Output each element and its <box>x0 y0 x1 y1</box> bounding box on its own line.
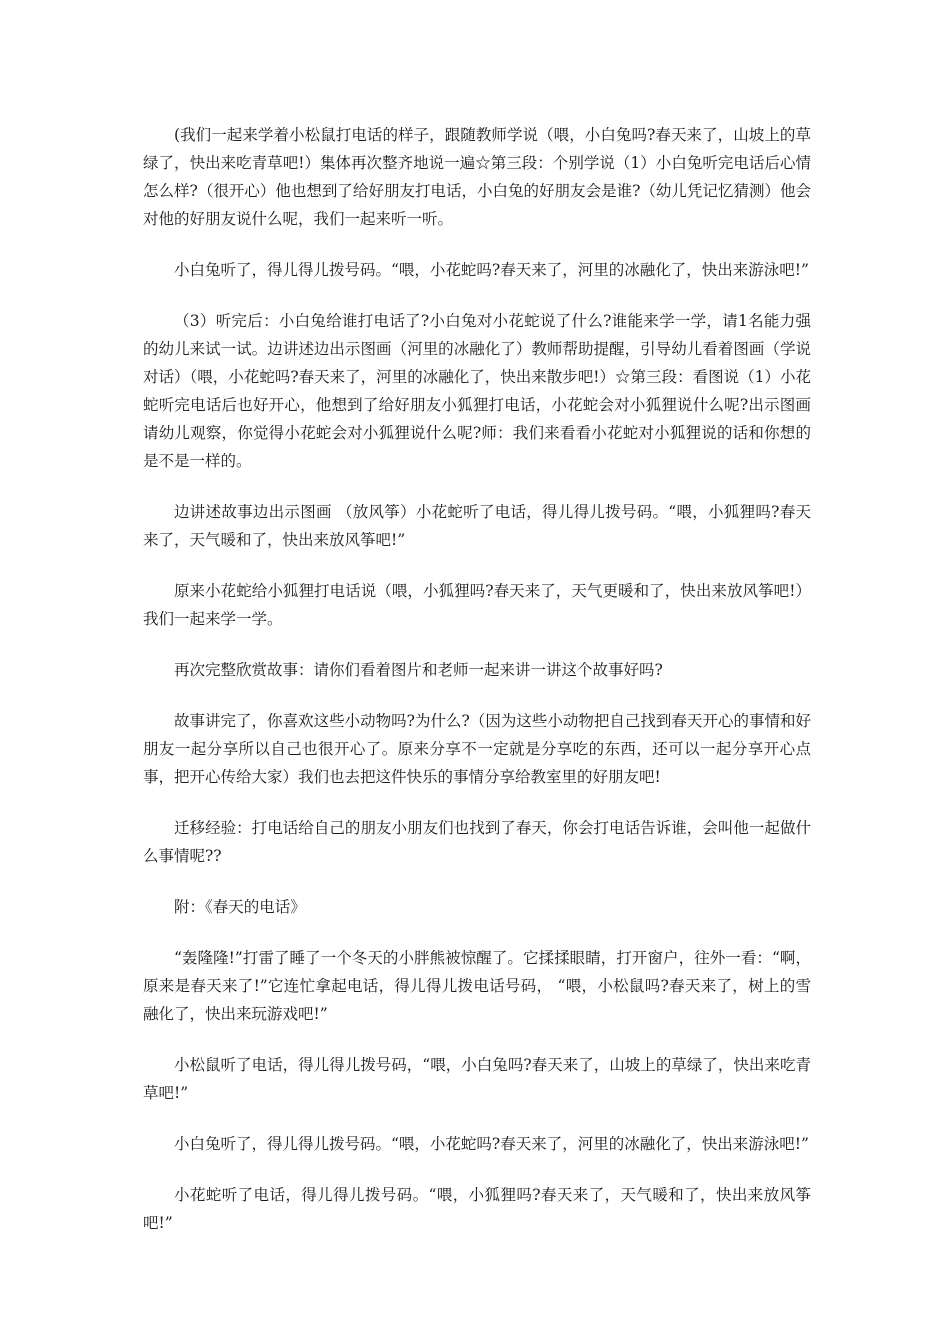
paragraph-8: 迁移经验：打电话给自己的朋友小朋友们也找到了春天，你会打电话告诉谁，会叫他一起做什么事情呢?? <box>143 819 811 865</box>
appendix-heading: 附：《春天的电话》 <box>174 898 306 916</box>
paragraph-7: 故事讲完了，你喜欢这些小动物吗?为什么?（因为这些小动物把自己找到春天开心的事情和好朋友一起分享所以自己也很开心了。原来分享不一定就是分享吃的东西，还可以一起分享开心点 事，把开心传给大家）我们也去把这件快乐的事情分享给教室里的好朋友吧! <box>143 712 811 786</box>
story-paragraph-3: 小白兔听了，得儿得儿拨号码。“喂，小花蛇吗?春天来了，河里的冰融化了，快出来游泳吧!” <box>174 1135 809 1153</box>
paragraph-3: （3）听完后：小白兔给谁打电话了?小白兔对小花蛇说了什么?谁能来学一学，请1名能力强的幼儿来试一试。边讲述边出示图画（河里的冰融化了）教师帮助提醒，引导幼儿看着图画（学说对话）（喂，小花蛇吗?春天来了，河里的冰融化了，快出来散步吧!）☆第三段：看图说（1）小花蛇听完电话后也好开心，他想到了给好朋友小狐狸打电话，小花蛇会对小狐狸说什么呢?出示图画请幼儿观察，你觉得小花蛇会对小狐狸说什么呢?师：我们来看看小花蛇对小狐狸说的话和你想的是不是一样的。 <box>143 312 811 470</box>
story-paragraph-4: 小花蛇听了电话，得儿得儿拨号码。“喂，小狐狸吗?春天来了，天气暖和了，快出来放风筝吧!” <box>143 1186 811 1232</box>
paragraph-2: 小白兔听了，得儿得儿拨号码。“喂，小花蛇吗?春天来了，河里的冰融化了，快出来游泳吧!” <box>174 261 809 279</box>
document-body <box>143 121 811 1260</box>
story-paragraph-1: “轰隆隆!”打雷了睡了一个冬天的小胖熊被惊醒了。它揉揉眼睛，打开窗户，往外一看：“啊，原来是春天来了!”它连忙拿起电话，得儿得儿拨电话号码， “喂，小松鼠吗?春天来了，树上的雪融化了，快出来玩游戏吧!” <box>143 949 811 1023</box>
story-paragraph-2: 小松鼠听了电话，得儿得儿拨号码，“喂，小白兔吗?春天来了，山坡上的草绿了，快出来吃青草吧!” <box>143 1056 811 1102</box>
paragraph-6: 再次完整欣赏故事：请你们看着图片和老师一起来讲一讲这个故事好吗? <box>174 661 663 679</box>
paragraph-1: (我们一起来学着小松鼠打电话的样子，跟随教师学说（喂，小白兔吗?春天来了，山坡上的草绿了，快出来吃青草吧!）集体再次整齐地说一遍☆第三段：个别学说（1）小白兔听完电话后心情怎么样?（很开心）他也想到了给好朋友打电话，小白兔的好朋友会是谁?（幼儿凭记忆猜测）他会对他的好朋友说什么呢，我们一起来听一听。 <box>143 126 811 228</box>
paragraph-5: 原来小花蛇给小狐狸打电话说（喂，小狐狸吗?春天来了，天气更暖和了，快出来放风筝吧!）我们一起来学一学。 <box>143 582 811 628</box>
paragraph-4: 边讲述故事边出示图画 （放风筝）小花蛇听了电话，得儿得儿拨号码。“喂，小狐狸吗?春天来了，天气暖和了，快出来放风筝吧!” <box>143 503 811 549</box>
